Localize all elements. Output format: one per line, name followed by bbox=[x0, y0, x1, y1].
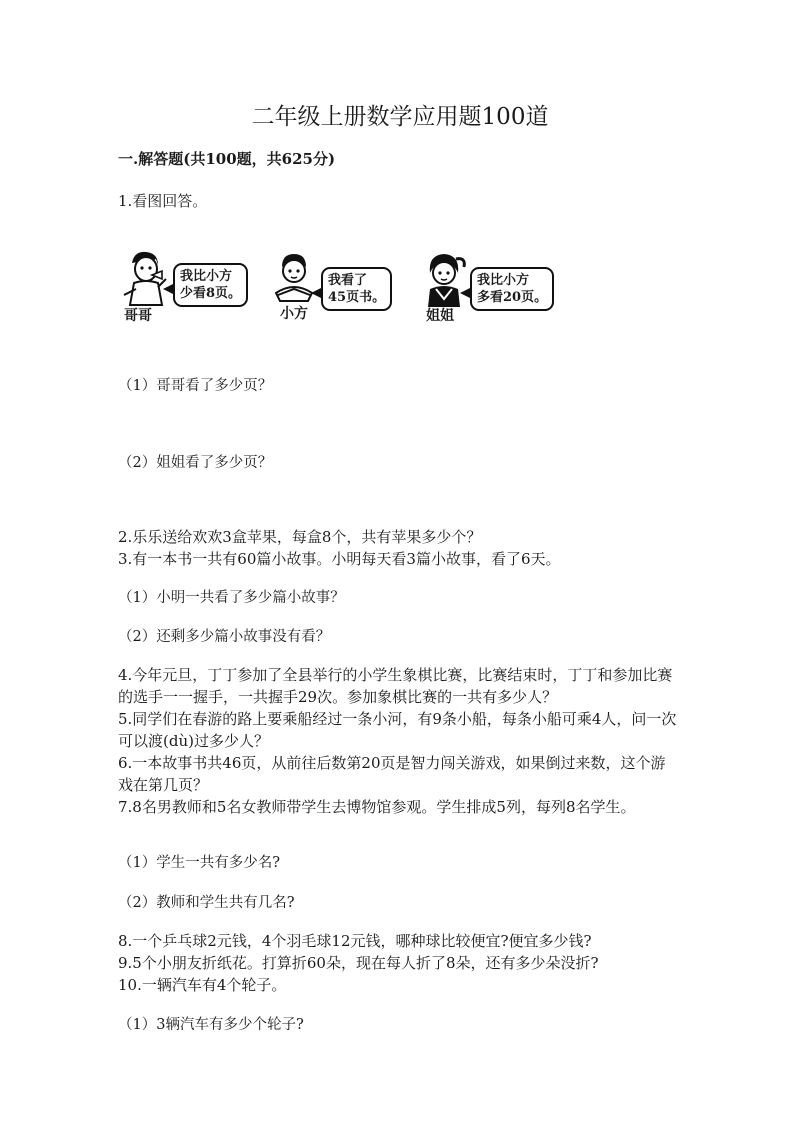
xiaofang-label: 小方 bbox=[280, 306, 308, 322]
question-5: 5.同学们在春游的路上要乘船经过一条小河，有9条小船，每条小船可乘4人，问一次可以渡(dù)过多少人？ bbox=[118, 710, 677, 750]
brother-speech-bubble bbox=[173, 263, 248, 307]
xiaofang-line-2: 45页书。 bbox=[328, 290, 386, 305]
question-7-sub-2: （2）教师和学生共有几名? bbox=[118, 895, 295, 911]
xiaofang-line-1: 我看了 bbox=[328, 273, 368, 288]
question-8: 8.一个乒乓球2元钱，4个羽毛球12元钱，哪种球比较便宜?便宜多少钱? bbox=[118, 932, 592, 950]
brother-figure bbox=[122, 249, 170, 307]
question-10: 10.一辆汽车有4个轮子。 bbox=[118, 976, 287, 994]
brother-line-2: 少看8页。 bbox=[180, 286, 242, 301]
sister-line-1: 我比小方 bbox=[477, 273, 530, 288]
brother-line-1: 我比小方 bbox=[180, 269, 233, 284]
brother-label: 哥哥 bbox=[124, 308, 152, 324]
question-2: 2.乐乐送给欢欢3盒苹果，每盒8个，共有苹果多少个？ bbox=[118, 528, 482, 546]
question-9: 9.5个小朋友折纸花。打算折60朵，现在每人折了8朵，还有多少朵没折? bbox=[118, 954, 599, 972]
question-1: 1.看图回答。 bbox=[118, 192, 208, 210]
question-1-sub-2: （2）姐姐看了多少页？ bbox=[118, 455, 273, 471]
question-6: 6.一本故事书共46页，从前往后数第20页是智力闯关游戏，如果倒过来数，这个游戏在第几页？ bbox=[118, 754, 666, 794]
question-3: 3.有一本书一共有60篇小故事。小明每天看3篇小故事，看了6天。 bbox=[118, 550, 561, 568]
question-3-sub-2: （2）还剩多少篇小故事没有看？ bbox=[118, 629, 331, 645]
sister-figure bbox=[420, 251, 468, 309]
question-10-sub-1: （1）3辆汽车有多少个轮子? bbox=[118, 1017, 304, 1033]
sister-speech-bubble bbox=[470, 267, 554, 311]
question-7: 7.8名男教师和5名女教师带学生去博物馆参观。学生排成5列，每列8名学生。 bbox=[118, 798, 636, 816]
question-7-sub-1: （1）学生一共有多少名? bbox=[118, 855, 280, 871]
sister-line-2: 多看20页。 bbox=[477, 290, 548, 305]
question-3-sub-1: （1）小明一共看了多少篇小故事？ bbox=[118, 590, 345, 606]
page-title: 二年级上册数学应用题100道 bbox=[251, 104, 549, 130]
question-1-figure bbox=[118, 245, 548, 330]
question-4: 4.今年元旦，丁丁参加了全县举行的小学生象棋比赛，比赛结束时，丁丁和参加比赛的选手一一握手，一共握手29次。参加象棋比赛的一共有多少人？ bbox=[118, 666, 673, 706]
xiaofang-speech-bubble bbox=[321, 267, 392, 311]
question-1-sub-1: （1）哥哥看了多少页？ bbox=[118, 378, 273, 394]
section-heading: 一.解答题(共100题，共625分) bbox=[118, 150, 336, 168]
sister-label: 姐姐 bbox=[426, 308, 454, 324]
